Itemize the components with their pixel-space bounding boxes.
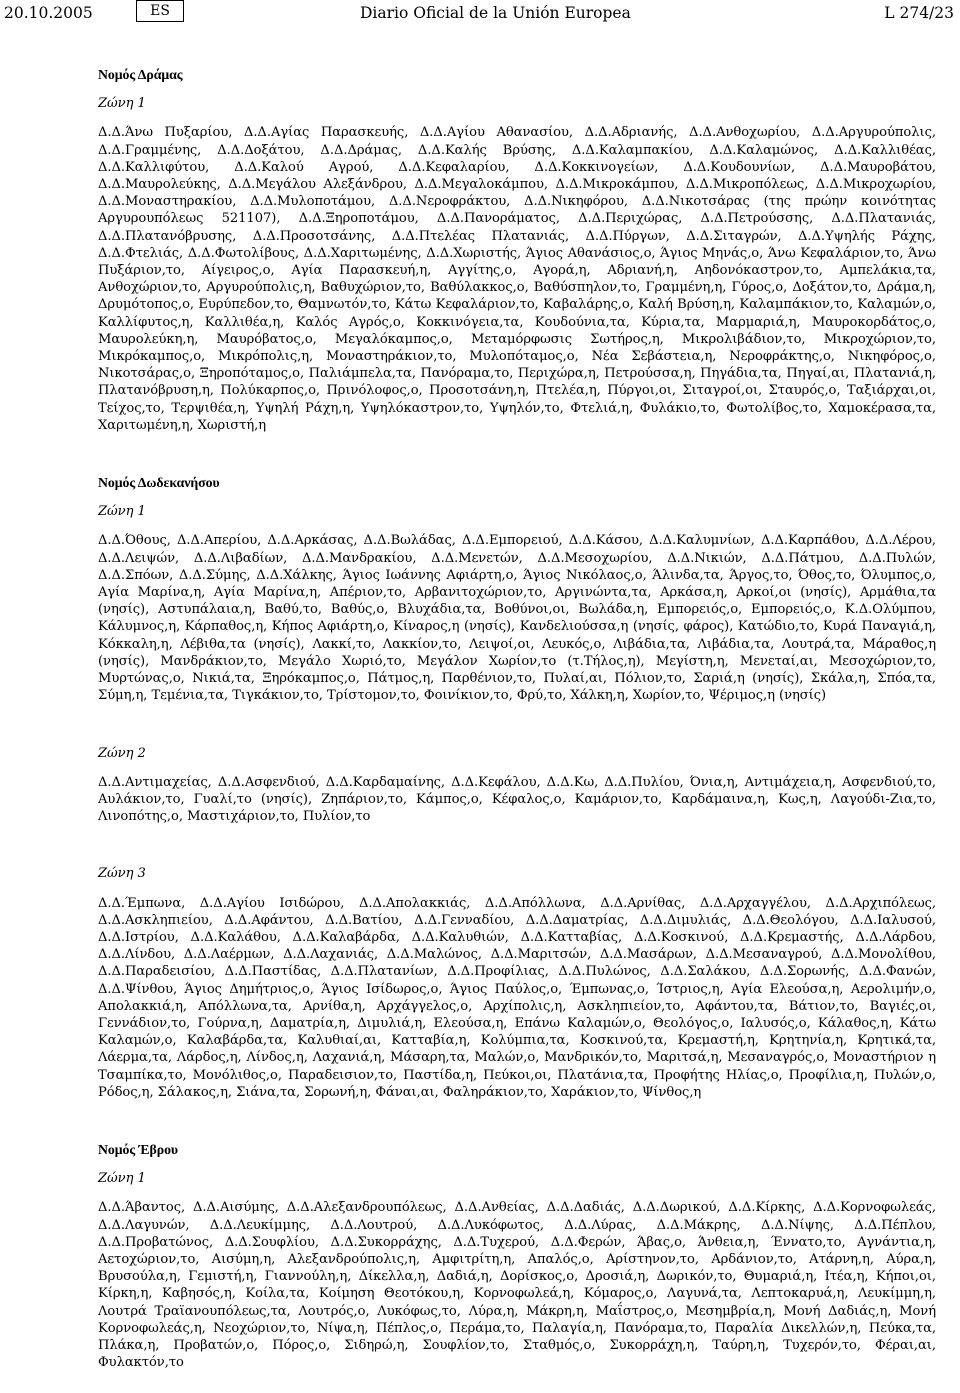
language-badge: ES xyxy=(136,0,184,22)
prefecture-heading: Νομός Δράμας xyxy=(98,67,183,82)
prefecture-heading: Νομός Έβρου xyxy=(98,1141,179,1157)
zone-label: Ζώνη 1 xyxy=(98,504,146,520)
prefecture-heading: Νομός Δωδεκανήσου xyxy=(98,475,220,491)
zone-label: Ζώνη 2 xyxy=(98,745,146,761)
zone-text: Δ.Δ.Όθους, Δ.Δ.Απερίου, Δ.Δ.Αρκάσας, Δ.Δ.Βωλάδας, Δ.Δ.Εμπορειού, Δ.Δ.Κάσου, Δ.Δ.Καλυμνίων, Δ.Δ.Καρπάθου, Δ.Δ.Λέρου, Δ.Δ.Λειψών, Δ.Δ.Λιβαδίων, Δ.Δ.Μανδρακίου, Δ.Δ.Μενετών, Δ.Δ.Μεσοχωρίου, Δ.Δ.Νικιών, Δ.Δ.Πάτμου, Δ.Δ.Πυλών, Δ.Δ.Σπόων, Δ.Δ.Σύμης, Δ.Δ.Χάλκης, Άγιος Ιωάννης Αφιάρτη,ο, Άγιος Νικόλαος,ο, Άλινδα,τα, Άργος,το, Όθος,το, Όλυμπος,ο, Αγία Μαρίνα,η, Αγία Μαρίνα,η, Απέριον,το, Αρβανιτοχώριον,το, Αργινώντα,τα, Αρκάσα,η, Αρκοί,οι (νησίς), Αρμάθια,τα (νησίς), Αστυπάλαια,η, Βαθύ,το, Βαθύς,ο, Βλυχάδια,τα, Βοθύνοι,οι, Βωλάδα,η, Εμπορειός,ο, Εμπορειός,ο, Κ.Δ.Ολύμπου, Κάλυμνος,η, Κάρπαθος,η, Κήπος Αφιάρτη,ο, Κίναρος,η (νησίς), Κανδελιούσσα,η (νησίς, φάρος), Κατώδιο,το, Κυρά Παναγιά,η, Κόκκαλη,η, Λέβιθα,τα (νησίς), Λακκί,το, Λακκίον,το, Λειψοί,οι, Λευκός,ο, Λιβάδια,τα, Λιβάδια,τα, Λουτρά,τα, Μάραθος,η (νησίς), Μανδράκιον,το, Μεγάλο Χωριό,το, Μεγάλον Χωρίον,το (τ.Τήλος,η), Μεγίστη,η, Μενεταί,αι, Μεσοχώριον,το, Μυρτώνας,ο, Νικιά,τα, Ξηρόκαμπος,ο, Πάτμος,η, Παρθένιον,το, Πυλαί,αι, Πόλιον,το, Σαριά,η (νησίς), Σκάλα,η, Σπόα,τα, Σύμη,η, Τεμένια,τα, Τιγκάκιον,το, Τρίστομον,το, Φοινίκιον,το, Φρύ,το, Χάλκη,η, Χωρίον,το, Ψέριμος,η (νησίς) xyxy=(98,533,936,704)
publication-date: 20.10.2005 xyxy=(4,4,93,22)
zone-text: Δ.Δ.Άβαντος, Δ.Δ.Αισύμης, Δ.Δ.Αλεξανδρουπόλεως, Δ.Δ.Ανθείας, Δ.Δ.Δαδιάς, Δ.Δ.Δωρικού, Δ.Δ.Κίρκης, Δ.Δ.Κορνοφωλεάς, Δ.Δ.Λαγυνών, Δ.Δ.Λευκίμμης, Δ.Δ.Λουτρού, Δ.Δ.Λυκόφωτος, Δ.Δ.Λύρας, Δ.Δ.Μάκρης, Δ.Δ.Νίψης, Δ.Δ.Πέπλου, Δ.Δ.Προβατώνος, Δ.Δ.Σουφλίου, Δ.Δ.Συκορράχης, Δ.Δ.Τυχερού, Δ.Δ.Φερών, Άβας,ο, Άνθεια,η, Έννατο,το, Αγνάντια,η, Αετοχώριον,το, Αισύμη,η, Αλεξανδρούπολις,η, Αμφιτρίτη,η, Απαλός,ο, Αρίστηνον,το, Αρδάνιον,το, Ατάρνη,η, Αύρα,η, Βρυσούλα,η, Γεμιστή,η, Γιαννούλη,η, Δίκελλα,η, Δαδιά,η, Δορίσκος,ο, Δροσιά,η, Δωρικόν,το, Θυμαριά,η, Ιτέα,η, Κήποι,οι, Κίρκη,η, Καβησός,η, Κοίλα,τα, Κοίμηση Θεοτόκου,η, Κορνοφωλεά,η, Κόμαρος,ο, Λαγυνά,τα, Λεπτοκαρυά,η, Λευκίμμη,η, Λουτρά Τραϊανουπόλεως,τα, Λουτρός,ο, Λυκόφως,το, Λύρα,η, Μάκρη,η, Μαΐστρος,ο, Μεσημβρία,η, Μονή Δαδιάς,η, Μονή Κορνοφωλεάς,η, Νεοχώριον,το, Νίψα,η, Πέπλος,ο, Περάμα,το, Παλαγία,η, Πανόραμα,το, Παραλία Δικελλών,η, Πεύκα,τα, Πλάκα,η, Προβατών,ο, Πόρος,ο, Σιδηρώ,η, Σουφλίον,το, Σταθμός,ο, Συκορράχη,η, Ταύρη,η, Τυχερόν,το, Φέραι,αι, Φυλακτόν,το xyxy=(98,1200,936,1371)
zone-label: Ζώνη 1 xyxy=(98,96,146,112)
zone-label: Ζώνη 3 xyxy=(98,866,146,882)
page-reference: L 274/23 xyxy=(884,4,954,22)
document-body xyxy=(98,66,936,1371)
zone-text: Δ.Δ.Αντιμαχείας, Δ.Δ.Ασφενδιού, Δ.Δ.Καρδαμαίνης, Δ.Δ.Κεφάλου, Δ.Δ.Κω, Δ.Δ.Πυλίου, Όνια,η, Αντιμάχεια,η, Ασφενδιού,το, Αυλάκιον,το, Γυαλί,το (νησίς), Ζηπάριον,το, Κάμπος,ο, Κέφαλος,ο, Καμάριον,το, Καρδάμαινα,η, Κως,η, Λαγούδι-Ζια,το, Λινοπότης,ο, Μαστιχάριον,το, Πυλίον,το xyxy=(98,774,936,825)
page-header xyxy=(0,0,960,28)
zone-text: Δ.Δ.Άνω Πυξαρίου, Δ.Δ.Αγίας Παρασκευής, Δ.Δ.Αγίου Αθανασίου, Δ.Δ.Αδριανής, Δ.Δ.Ανθοχωρίου, Δ.Δ.Αργυρούπολις, Δ.Δ.Γραμμένης, Δ.Δ.Δοξάτου, Δ.Δ.Δράμας, Δ.Δ.Καλής Βρύσης, Δ.Δ.Καλαμπακίου, Δ.Δ.Καλαμώνος, Δ.Δ.Καλλιθέας, Δ.Δ.Καλλιφύτου, Δ.Δ.Καλού Αγρού, Δ.Δ.Κεφαλαρίου, Δ.Δ.Κοκκινογείων, Δ.Δ.Κουδουνίων, Δ.Δ.Μαυροβάτου, Δ.Δ.Μαυρολεύκης, Δ.Δ.Μεγάλου Αλεξάνδρου, Δ.Δ.Μεγαλοκάμπου, Δ.Δ.Μικροκάμπου, Δ.Δ.Μικροπόλεως, Δ.Δ.Μικροχωρίου, Δ.Δ.Μοναστηρακίου, Δ.Δ.Μυλοποτάμου, Δ.Δ.Νεροφράκτου, Δ.Δ.Νικηφόρου, Δ.Δ.Νικοτσάρας (της πρώην κοινότητας Αργυρουπόλεως 521107), Δ.Δ.Ξηροποτάμου, Δ.Δ.Πανοράματος, Δ.Δ.Περιχώρας, Δ.Δ.Πετρούσσης, Δ.Δ.Πλατανιάς, Δ.Δ.Πλατανόβρυσης, Δ.Δ.Προσοτσάνης, Δ.Δ.Πτελέας Πλατανιάς, Δ.Δ.Πύργων, Δ.Δ.Σιταγρών, Δ.Δ.Υψηλής Ράχης, Δ.Δ.Φτελιάς, Δ.Δ.Φωτολίβους, Δ.Δ.Χαριτωμένης, Δ.Δ.Χωριστής, Άγιος Αθανάσιος,ο, Άγιος Μηνάς,ο, Άνω Κεφαλάριον,το, Άνω Πυξάριον,το, Αίγειρος,ο, Αγία Παρασκευή,η, Αγγίτης,ο, Αγορά,η, Αδριανή,η, Αηδονόκαστρον,το, Αμπελάκια,τα, Ανθοχώριον,το, Αργυρούπολις,η, Βαθυχώριον,το, Βαθύλακκος,ο, Βαθύσπηλον,το, Γραμμένη,η, Γύρος,ο, Δοξάτον,το, Δράμα,η, Δρυμότοπος,ο, Ευρύπεδον,το, Θαμνωτόν,το, Κάτω Κεφαλάριον,το, Καβαλάρης,ο, Καλή Βρύση,η, Καλαμπάκιον,το, Καλαμών,ο, Καλλίφυτος,η, Καλλιθέα,η, Καλός Αγρός,ο, Κοκκινόγεια,τα, Κουδούνια,τα, Κύρια,τα, Μαρμαριά,η, Μαυροκορδάτος,ο, Μαυρολεύκη,η, Μαυρόβατος,ο, Μεγαλόκαμπος,ο, Μεταμόρφωσις Σωτήρος,η, Μικρολιβάδιον,το, Μικροχώριον,το, Μικρόκαμπος,ο, Μικρόπολις,η, Μοναστηράκιον,το, Μυλοπόταμος,ο, Νέα Σεβάστεια,η, Νεροφράκτης,ο, Νικηφόρος,ο, Νικοτσάρας,ο, Ξηροπόταμος,ο, Παλιάμπελα,τα, Πανόραμα,το, Περιχώρα,η, Πετρούσσα,η, Πηγάδια,τα, Πηγαί,αι, Πλατανιά,η, Πλατανόβρυση,η, Πολύκαρπος,ο, Πρινόλοφος,ο, Προσοτσάνη,η, Πτελέα,η, Πύργοι,οι, Σιταγροί,οι, Σταυρός,ο, Ταξιάρχαι,οι, Τείχος,το, Τερψιθέα,η, Υψηλή Ράχη,η, Υψηλόκαστρον,το, Υψηλόν,το, Φτελιά,η, Φυλάκιο,το, Φωτολίβος,το, Χαμοκέρασα,τα, Χαριτωμένη,η, Χωριστή,η xyxy=(98,125,936,433)
zone-text: Δ.Δ.Έμπωνα, Δ.Δ.Αγίου Ισιδώρου, Δ.Δ.Απολακκιάς, Δ.Δ.Απόλλωνα, Δ.Δ.Αρνίθας, Δ.Δ.Αρχαγγέλου, Δ.Δ.Αρχιπόλεως, Δ.Δ.Ασκληπιείου, Δ.Δ.Αφάντου, Δ.Δ.Βατίου, Δ.Δ.Γενναδίου, Δ.Δ.Δαματρίας, Δ.Δ.Διμυλιάς, Δ.Δ.Θεολόγου, Δ.Δ.Ιαλυσού, Δ.Δ.Ιστρίου, Δ.Δ.Καλάθου, Δ.Δ.Καλαβάρδα, Δ.Δ.Καλυθιών, Δ.Δ.Κατταβίας, Δ.Δ.Κοσκινού, Δ.Δ.Κρεμαστής, Δ.Δ.Λάρδου, Δ.Δ.Λίνδου, Δ.Δ.Λαέρμων, Δ.Δ.Λαχανιάς, Δ.Δ.Μαλώνος, Δ.Δ.Μαριτσών, Δ.Δ.Μασάρων, Δ.Δ.Μεσαναγρού, Δ.Δ.Μονολίθου, Δ.Δ.Παραδεισίου, Δ.Δ.Παστίδας, Δ.Δ.Πλατανίων, Δ.Δ.Προφίλιας, Δ.Δ.Πυλώνος, Δ.Δ.Σαλάκου, Δ.Δ.Σορωνής, Δ.Δ.Φανών, Δ.Δ.Ψίνθου, Άγιος Δημήτριος,ο, Άγιος Ισίδωρος,ο, Άγιος Παύλος,ο, Έμπωνας,ο, Ίστριος,η, Αγία Ελεούσα,η, Αερολιμήν,ο, Απολακκιά,η, Απόλλωνα,τα, Αρνίθα,η, Αρχάγγελος,ο, Αρχίπολις,η, Ασκληπιείον,το, Αφάντου,τα, Βάτιον,το, Βαγιές,οι, Γεννάδιον,το, Γούρνα,η, Δαματρία,η, Διμυλιά,η, Ελεούσα,η, Επάνω Καλαμών,ο, Θεολόγος,ο, Ιαλυσός,ο, Κάλαθος,η, Κάτω Καλαμών,ο, Καλαβάρδα,τα, Καλυθιαί,αι, Κατταβία,η, Κολύμπια,τα, Κοσκινού,τα, Κρεμαστή,η, Κρητηνία,η, Κρητικά,τα, Λάερμα,τα, Λάρδος,η, Λίνδος,η, Λαχανιά,η, Μάσαρη,τα, Μαλών,ο, Μανδρικόν,το, Μαριτσά,η, Μεσαναγρός,ο, Μοναστήριον η Τσαμπίκα,το, Μονόλιθος,ο, Παραδεισιον,το, Παστίδα,η, Πεύκοι,οι, Πλατάνια,τα, Προφήτης Ηλίας,ο, Προφίλια,η, Πυλών,ο, Ρόδος,η, Σάλακος,η, Σιάνα,τα, Σορωνή,η, Φάναι,αι, Φαληράκιον,το, Χαράκιον,το, Ψίνθος,η xyxy=(98,895,936,1100)
journal-title: Diario Oficial de la Unión Europea xyxy=(360,4,631,22)
zone-label: Ζώνη 1 xyxy=(98,1171,146,1187)
